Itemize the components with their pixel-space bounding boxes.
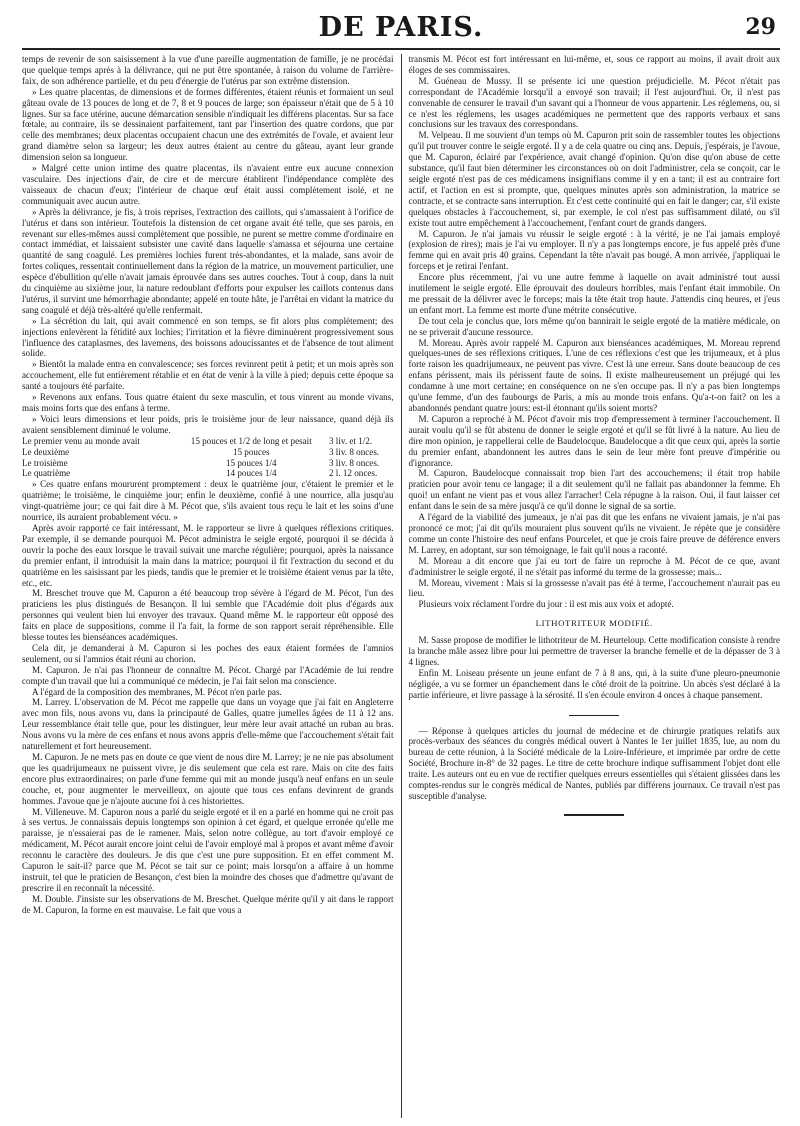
table-cell: Le quatrième bbox=[22, 468, 71, 479]
paragraph: Cela dit, je demanderai à M. Capuron si les poches des eaux étaient formées de l'amnios seulement, ou si l'amnios était réuni au chorion. bbox=[22, 642, 394, 664]
paragraph: M. Capuron a reproché à M. Pécot d'avoir mis trop d'empressement à terminer l'accouchement. Il aurait voulu qu'il se fût abstenu de donner le seigle ergoté et qu'il se fût livré à la nature. Au lieu de dire mon opinion, je rappellerai celle de Baudelocque. Baudelocque a dit que ceux qui, après la sortie du premier enfant, abandonnent les autres dans le sein de leur mère font preuve d'impéritie ou d'ignorance. bbox=[408, 413, 780, 468]
table-cell: 3 liv. et 1/2. bbox=[328, 435, 373, 446]
table-cell: 2 l. 12 onces. bbox=[328, 468, 378, 479]
table-row bbox=[22, 447, 394, 458]
paragraph: M. Moreau a dit encore que j'ai eu tort de faire un reproche à M. Pécot de ce que, avant d'administrer le seigle ergoté, il ne s'était pas informé du terme de la grossesse; mais... bbox=[408, 555, 780, 577]
paragraph: M. Capuron. Baudelocque connaissait trop bien l'art des accouchemens; il était trop habile praticien pour avoir tenu ce langage; il a dit seulement qu'il ne fallait pas abandonner la femme. Eh quoi! un enfant ne vient pas et vous allez l'arracher! Cela répugne à la raison. Oui, il faut laisser cet enfant dans le sein de sa mère jusqu'à ce qu'il donne le signal de sa sortie. bbox=[408, 468, 780, 512]
paragraph: M. Guéneau de Mussy. Il se présente ici une question préjudicielle. M. Pécot n'était pas correspondant de l'Académie lorsqu'il a envoyé son travail; il l'est aujourd'hui. Or, il n'est pas convenable de censurer le travail d'un savant qui a l'honneur de vous appartenir. Les réglemens, ou, si ce n'est les réglemens, les usages académiques ne permettent que des rapports verbaux et sans conclusions sur les travaux des correspondans. bbox=[408, 75, 780, 130]
paragraph: » Malgré cette union intime des quatre placentas, ils n'avaient entre eux aucune connexion vasculaire. Des injections d'air, de cire et de mercure établirent l'indépendance complète des vaisseaux de chacun d'eux; l'intérieur de chaque œuf était aussi complètement isolé, et ne communiquait avec aucun autre. bbox=[22, 163, 394, 206]
paragraph: » Après la délivrance, je fis, à trois reprises, l'extraction des caillots, qui s'amassaient à l'orifice de l'utérus et dans son intérieur. Toutefois la distension de cet organe avait été telle, que ses parois, en revenant sur elles-mêmes aussi complètement que possible, ne purent se mettre comme d'ordinaire en contact immédiat, et laissaient subsister une cavité dans laquelle s'amassa et séjourna une certaine quantité de sang coagulé. Les premières lochies furent très-abondantes, et la malade, sans avoir de fortes coliques, ressentait continuellement dans la région de la matrice, un mouvement particulier, une espèce d'ébullition qu'elle n'avait jamais éprouvée dans ses autres couches. Tout à coup, dans la nuit du cinquième au sixième jour, la nature redoublant d'efforts pour expulser les caillots contenus dans l'utérus, il survint une hémorrhagie abondante; appelé en toute hâte, je l'arrêtai en vidant la matrice du sang coagulé et déjà très-altéré qu'elle renfermait. bbox=[22, 206, 394, 315]
page-number: 29 bbox=[745, 14, 776, 40]
table-row bbox=[22, 468, 394, 479]
paragraph: » La sécrétion du lait, qui avait commencé en son temps, se fit alors plus complètement; des injections enlevèrent la fétidité aux lochies; l'irritation et la fièvre diminuèrent progressivement sous l'influence des cataplasmes, des lavemens, des boissons adoucissantes et de l'absence de tout aliment solide. bbox=[22, 315, 394, 359]
paragraph: M. Breschet trouve que M. Capuron a été beaucoup trop sévère à l'égard de M. Pécot, l'un des praticiens les plus distingués de Besançon. Il lui semble que l'Académie doit plus d'égards aux personnes qui veulent bien lui envoyer des travaux. Quand même M. le rapporteur eût opposé des faits en place de suppositions, comme il l'a fait, la forme de son rapport serait répréhensible. Elle blesse toutes les bienséances académiques. bbox=[22, 588, 394, 643]
paragraph: Encore plus récemment, j'ai vu une autre femme à laquelle on avait administré tout aussi inutilement le seigle ergoté. Elle éprouvait des douleurs horribles, mais l'enfant était immobile. On me pressait de la délivrer avec le forceps; mais la tête était trop haute. J'attendis cinq heures, et j'eus un enfant mort. La femme est morte d'une métrite consécutive. bbox=[408, 272, 780, 315]
table-cell: Le troisième bbox=[22, 457, 68, 468]
paragraph: M. Moreau, vivement : Mais si la grossesse n'avait pas été à terme, l'accouchement n'aurait pas eu lieu. bbox=[408, 577, 780, 599]
page-header bbox=[22, 0, 780, 44]
paragraph: » Bientôt la malade entra en convalescence; ses forces revinrent petit à petit; et un mois après son accouchement, elle fut entièrement rétablie et en état de venir à la ville à pied; depuis cette époque sa santé a toujours été parfaite. bbox=[22, 359, 394, 392]
table-cell: 3 liv. 8 onces. bbox=[328, 446, 380, 457]
paragraph: De tout cela je conclus que, lors même qu'on bannirait le seigle ergoté de la matière médicale, on ne se priverait d'aucune ressource. bbox=[408, 315, 780, 337]
right-column bbox=[401, 54, 781, 1118]
left-column bbox=[22, 54, 401, 1118]
paragraph: » Ces quatre enfans moururent promptement : deux le quatrième jour, c'étaient le premier et le quatrième; le troisième, le cinquième jour; enfin le deuxième, confié à une nourrice, alla jusqu'au vingt-quatrième jour; ce qui fait dire à M. Pécot que, s'ils avaient tous reçu le lait et les soins d'une nourrice, ils auraient probablement vécu. » bbox=[22, 479, 394, 523]
paragraph: M. Capuron. Je n'ai jamais vu réussir le seigle ergoté : à la vérité, je ne l'ai jamais employé (explosion de rires); mais je l'ai vu employer. Il n'y a pas longtemps encore, je fus appelé près d'une femme qui en avait pris 40 grains. Cependant la tête n'avait pas bougé. A mon arrivée, j'appliquai le forceps et je retirai l'enfant. bbox=[408, 228, 780, 272]
paragraph: A l'égard de la viabilité des jumeaux, je n'ai pas dit que les enfans ne vivaient jamais, je n'ai pas prononcé ce mot; j'ai dit qu'ils mouraient plus souvent qu'ils ne vivaient. Je répète que je considère comme un conte l'histoire des neuf enfans Pourcelet, et que je crois faire preuve de déférence envers M. Larrey, en adoptant, sur son témoignage, le fait qu'il nous a raconté. bbox=[408, 512, 780, 555]
table-row bbox=[22, 436, 394, 447]
header-rule bbox=[22, 48, 780, 50]
paragraph: M. Villeneuve. M. Capuron nous a parlé du seigle ergoté et il en a parlé en homme qui ne croit pas à ses vertus. Je connaissais depuis longtemps son opinion à cet égard, et quelque erronée qu'elle me paraisse, je n'essaierai pas de le ramener. Mais, selon notre collègue, au tort d'avoir employé ce médicament, M. Pécot aurait encore joint celui de l'avoir employé mal à propos et avant même d'avoir reconnu le caractère des douleurs. Je dis que c'est une pure supposition. Et en effet comment M. Capuron le sait-il? parce que M. Pécot se tait sur ce point; mais lorsqu'on a affaire à un homme instruit, tel que le praticien de Besançon, c'est bien la moindre des choses que d'admettre qu'avant de prescrire il en reconnaît la nécessité. bbox=[22, 806, 394, 893]
table-cell: 3 liv. 8 onces. bbox=[328, 457, 380, 468]
table-row bbox=[22, 458, 394, 469]
paragraph: A l'égard de la composition des membranes, M. Pécot n'en parle pas. bbox=[32, 686, 282, 697]
table-cell: Le deuxième bbox=[22, 446, 70, 457]
paragraph: transmis M. Pécot est fort intéressant en lui-même, et, sous ce rapport au moins, il avait droit aux éloges de ses commissaires. bbox=[408, 54, 780, 75]
table-cell: 15 pouces bbox=[232, 446, 270, 457]
paragraph: M. Sasse propose de modifier le lithotriteur de M. Heurteloup. Cette modification consiste à rendre la branche mâle assez libre pour lui permettre de traverser la branche femelle et de la dépasser de 3 à 4 lignes. bbox=[408, 635, 780, 667]
two-column-body bbox=[22, 54, 780, 1118]
table-cell: Le premier venu au monde avait bbox=[22, 435, 140, 446]
paragraph: M. Velpeau. Il me souvient d'un temps où M. Capuron prit soin de rassembler toutes les objections qu'il put trouver contre le seigle ergoté. Il y a de cela quatre ou cinq ans. Depuis, j'espérais, je l'avoue, que M. Capuron, éclairé par l'expérience, avait changé d'opinion. Qu'on dise qu'on abuse de cette substance, qu'il faut bien déterminer les circonstances où on doit l'administrer, cela se conçoit, car le seigle ergoté n'est pas de ces médicamens insignifians comme il y en a tant; il est au contraire fort actif, et l'action en est si prompte, que, quelques minutes après son administration, la matrice se contracte, et se contracte sans interruption. Et c'est cette continuité qui en fait le danger; car, s'il existe quelques obstacles à l'accouchement, si, par exemple, le col n'est pas suffisamment dilaté, ou s'il existe tout autre empêchement à l'accouchement, l'enfant court de grands dangers. bbox=[408, 130, 780, 228]
paragraph: — Réponse à quelques articles du journal de médecine et de chirurgie pratiques relatifs aux procès-verbaux des séances du congrès médical ouvert à Nantes le 1er juillet 1835, lue, au nom du bureau de cette réunion, à la Société médicale de la Loire-Inférieure, et imprimée par ordre de cette Société, Brochure in-8° de 32 pages. Le titre de cette brochure indique suffisamment l'objet dont elle traite. Les auteurs ont eu en vue de rectifier quelques erreurs essentielles qui s'étaient glissées dans les comptes-rendus sur le congrès médical de Nantes, publiés par différens journaux. Ce travail n'est pas susceptible d'analyse. bbox=[408, 725, 780, 801]
paragraph: » Revenons aux enfans. Tous quatre étaient du sexe masculin, et tous vinrent au monde vivans, mais moins forts que des enfans à terme. bbox=[22, 392, 394, 413]
paragraph: Enfin M. Loiseau présente un jeune enfant de 7 à 8 ans, qui, à la suite d'une pleuro-pneumonie négligée, a vu se former un épanchement dans le côté droit de la poitrine. Un abcès s'est déclaré à la partie inférieure, et livre passage à la sérosité. Il s'en écoule environ 4 onces à chaque pansement. bbox=[408, 667, 780, 700]
paragraph: M. Larrey. L'observation de M. Pécot me rappelle que dans un voyage que j'ai fait en Angleterre avec mon fils, nous avons vu, dans la principauté de Galles, quatre jumelles âgées de 11 à 12 ans. Leur ressemblance était telle que, pour les distinguer, leur mère leur avait attaché un ruban au bras. Nous avons vu la mère de ces enfans et nous avons appris d'elle-même que l'accouchement s'était fait naturellement et fort heureusement. bbox=[22, 697, 394, 752]
paragraph: M. Moreau. Après avoir rappelé M. Capuron aux bienséances académiques, M. Moreau reprend quelques-unes de ses réflexions critiques. L'une de ces réflexions c'est que les trijumeaux, et à plus forte raison les quadrijumeaux, ne peuvent pas vivre. C'est là une erreur. Sans doute beaucoup de ces enfans périssent, mais ils périssent faute de soins. Il existe malheureusement un préjugé qui les condamne à une mort certaine; en conséquence on ne s'en occupe pas. Il n'y a pas bien longtemps qu'une femme, d'un des faubourgs de Paris, a mis au monde trois enfans. Qu'a-t-on fait? on les a abandonnés pendant quatre jours: est-il étonnant qu'ils soient morts? bbox=[408, 337, 780, 413]
paragraph: Plusieurs voix réclament l'ordre du jour : il est mis aux voix et adopté. bbox=[418, 599, 674, 610]
section-heading: LITHOTRITEUR MODIFIÉ. bbox=[535, 618, 653, 629]
paragraph: » Voici leurs dimensions et leur poids, pris le troisième jour de leur naissance, quand déjà ils avaient sensiblement diminué le volume. bbox=[22, 413, 394, 435]
table-cell: 15 pouces 1/4 bbox=[226, 457, 277, 468]
paragraph: » Les quatre placentas, de dimensions et de formes différentes, étaient réunis et formaient un seul gâteau ovale de 13 pouces de long et de 7, 8 et 9 pouces de large; son épaisseur n'était que de 5 à 10 lignes. Sur sa face utérine, aucune démarcation sensible n'indiquait les différens placentas. Sur sa face fœtale, au contraire, ils se dessinaient parfaitement, tant par l'insertion des quatre cordons, que par celle des membranes; deux placentas occupaient chacun une des extrémités de l'ovale, et avaient leur grand diamètre selon sa largeur; les deux autres étaient au centre du gâteau, ayant leur grande dimension selon sa longueur. bbox=[22, 86, 394, 163]
table-cell: 14 pouces 1/4 bbox=[226, 468, 277, 479]
paragraph: M. Double. J'insiste sur les observations de M. Breschet. Quelque mérite qu'il y ait dans le rapport de M. Capuron, la forme en est mauvaise. Le fait que vous a bbox=[22, 893, 394, 915]
paragraph: Après avoir rapporté ce fait intéressant, M. le rapporteur se livre à quelques réflexions critiques. Par exemple, il se demande pourquoi M. Pécot administra le seigle ergoté, pourquoi il se décida à ouvrir la poche des eaux lorsque le travail suivait une marche régulière; pourquoi, après la naissance du premier enfant, il introduisit la main dans la matrice; pourquoi il fit l'extraction du second et du quatrième en les saisissant par les pieds, tandis que le premier et le troisième étaient venus par la tête, etc., etc. bbox=[22, 522, 394, 588]
paragraph: M. Capuron. Je n'ai pas l'honneur de connaître M. Pécot. Chargé par l'Académie de lui rendre compte d'un travail que lui a communiqué ce médecin, je l'ai fait selon ma conscience. bbox=[22, 664, 394, 686]
section-divider bbox=[569, 715, 619, 716]
paragraph: temps de revenir de son saisissement à la vue d'une pareille augmentation de famille, je ne procédai que quelque temps après à la délivrance, qui ne put être spontanée, à raison du volume de l'arrière-faix, de son adhérence partielle, et du peu d'énergie de l'utérus par son extrême distension. bbox=[22, 54, 394, 86]
paragraph: M. Capuron. Je ne mets pas en doute ce que vient de nous dire M. Larrey; je ne nie pas absolument que les quadrijumeaux ne puissent vivre, je dis seulement que cela est rare. Mais on cite des faits encore plus extraordinaires; on parle d'une femme qui mit au monde jusqu'à neuf enfans en un seule couche, et, pour augmenter le merveilleux, on ajoute que tous ces enfans devinrent de grands hommes. J'avoue que je n'ajoute aucune foi à ces historiettes. bbox=[22, 752, 394, 806]
table-cell: 15 pouces et 1/2 de long et pesait bbox=[190, 435, 312, 446]
page-title: DE PARIS. bbox=[318, 12, 484, 43]
end-rule bbox=[564, 814, 624, 816]
measurements-table bbox=[22, 436, 394, 480]
